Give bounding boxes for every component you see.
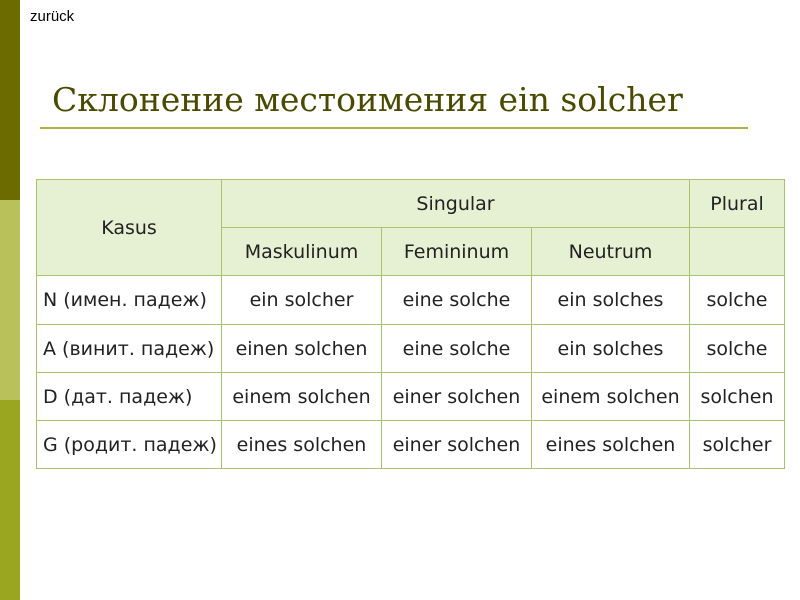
slide-title: Склонение местоимения ein solcher <box>52 80 683 119</box>
plural-cell: solche <box>690 276 785 325</box>
neutrum-cell: eines solchen <box>532 421 690 469</box>
back-link[interactable]: zurück <box>30 8 75 25</box>
maskulinum-cell: eines solchen <box>222 421 382 469</box>
table-row <box>37 421 785 469</box>
femininum-cell: einer solchen <box>382 373 532 421</box>
plural-cell: solcher <box>690 421 785 469</box>
femininum-cell: eine solche <box>382 325 532 373</box>
declension-table <box>36 179 785 469</box>
neutrum-cell: ein solches <box>532 325 690 373</box>
femininum-cell: eine solche <box>382 276 532 325</box>
table-row <box>37 373 785 421</box>
maskulinum-cell: einen solchen <box>222 325 382 373</box>
case-cell: D (дат. падеж) <box>37 373 222 421</box>
header-kasus: Kasus <box>37 180 222 276</box>
case-cell: N (имен. падеж) <box>37 276 222 325</box>
neutrum-cell: einem solchen <box>532 373 690 421</box>
table-row <box>37 276 785 325</box>
header-neutrum: Neutrum <box>532 228 690 276</box>
title-underline <box>40 127 748 129</box>
maskulinum-cell: ein solcher <box>222 276 382 325</box>
header-maskulinum: Maskulinum <box>222 228 382 276</box>
case-cell: A (винит. падеж) <box>37 325 222 373</box>
header-plural: Plural <box>690 180 785 228</box>
sidebar-stripe-dark <box>0 0 20 200</box>
header-femininum: Femininum <box>382 228 532 276</box>
sidebar-stripe-mid <box>0 400 20 600</box>
neutrum-cell: ein solches <box>532 276 690 325</box>
header-plural-empty <box>690 228 785 276</box>
maskulinum-cell: einem solchen <box>222 373 382 421</box>
case-cell: G (родит. падеж) <box>37 421 222 469</box>
femininum-cell: einer solchen <box>382 421 532 469</box>
header-singular: Singular <box>222 180 690 228</box>
plural-cell: solche <box>690 325 785 373</box>
table-row <box>37 325 785 373</box>
plural-cell: solchen <box>690 373 785 421</box>
sidebar-stripe-light <box>0 200 20 400</box>
